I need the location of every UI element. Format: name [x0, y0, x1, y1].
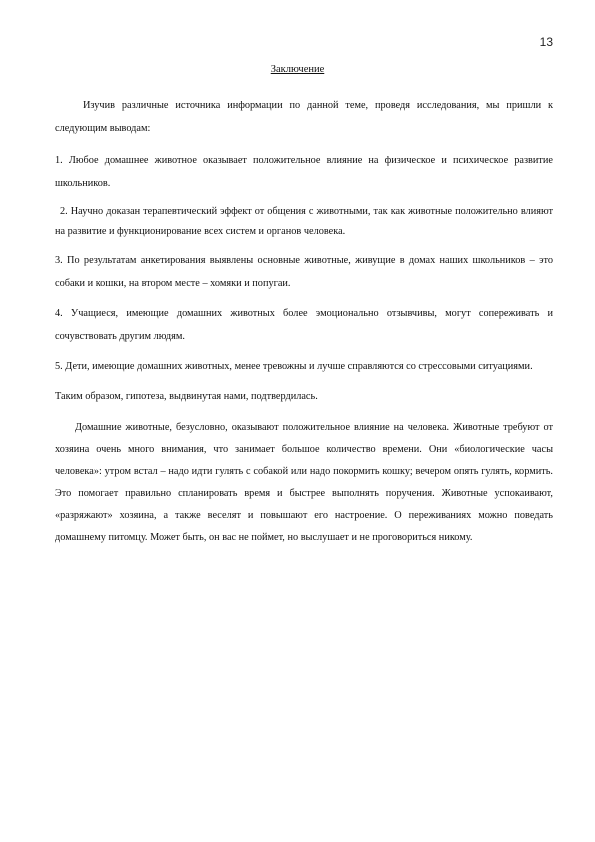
conclusion-item-5: 5. Дети, имеющие домашних животных, менее тревожны и лучше справляются со стрессовыми ситуациями.: [55, 361, 533, 372]
conclusion-item-4: 4. Учащиеся, имеющие домашних животных более эмоционально отзывчивы, могут сопереживать и сочувствовать другим людям.: [55, 308, 553, 342]
conclusion-item-1: 1. Любое домашнее животное оказывает положительное влияние на физическое и психическое развитие школьников.: [55, 155, 553, 189]
hypothesis-confirmed: Таким образом, гипотеза, выдвинутая нами, подтвердилась.: [55, 391, 318, 402]
page-number: 13: [539, 35, 553, 49]
intro-paragraph: Изучив различные источника информации по данной теме, проведя исследования, мы пришли к следующим выводам:: [55, 100, 553, 134]
conclusion-item-2: 2. Научно доказан терапевтический эффект от общения с животными, так как животные положительно влияют на развитие и функционирование всех систем и органов человека.: [55, 206, 553, 237]
document-body: [55, 94, 553, 549]
page-title: Заключение: [270, 64, 325, 75]
final-paragraph: Домашние животные, безусловно, оказывают положительное влияние на человека. Животные требуют от хозяина очень много внимания, что занимает большое количество времени. Они «биологические часы человека»: утром встал – надо идти гулять с собакой или надо покормить кошку; вечером опять гулять, кормить. Это помогает правильно спланировать время и быстрее выполнять поручения. Животные успокаивают, «разряжают» хозяина, а также веселят и повышают его настроение. О переживаниях можно поведать домашнему питомцу. Может быть, он вас не поймет, но выслушает и не проговориться никому.: [55, 422, 553, 543]
conclusion-item-3: 3. По результатам анкетирования выявлены основные животные, живущие в домах наших школьников – это собаки и кошки, на втором месте – хомяки и попугаи.: [55, 255, 553, 289]
